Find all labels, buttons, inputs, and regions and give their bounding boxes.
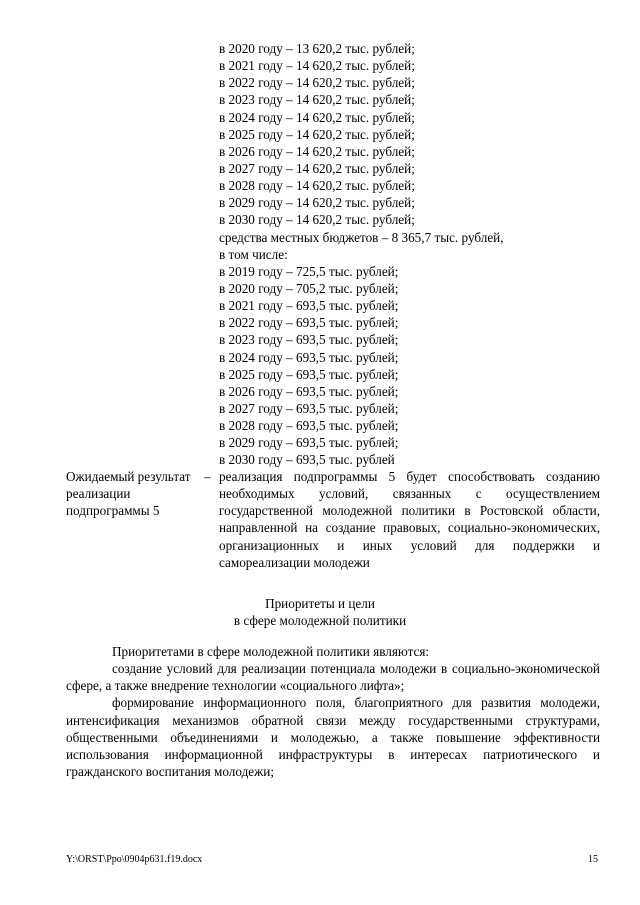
financing-line: в 2023 году – 14 620,2 тыс. рублей;	[219, 92, 415, 108]
paragraph: Приоритетами в сфере молодежной политики являются:	[112, 644, 430, 659]
financing-line: в 2022 году – 14 620,2 тыс. рублей;	[219, 75, 415, 91]
financing-line: в 2027 году – 14 620,2 тыс. рублей;	[219, 160, 415, 176]
section-heading-line2: в сфере молодежной политики	[233, 613, 407, 628]
financing-line: в 2019 году – 725,5 тыс. рублей;	[219, 263, 399, 279]
financing-line: средства местных бюджетов – 8 365,7 тыс. рублей,	[219, 229, 504, 245]
financing-line: в 2028 году – 693,5 тыс. рублей;	[219, 418, 399, 434]
financing-line: в 2023 году – 693,5 тыс. рублей;	[219, 332, 399, 348]
financing-line: в 2028 году – 14 620,2 тыс. рублей;	[219, 178, 415, 194]
financing-line: в 2021 году – 693,5 тыс. рублей;	[219, 298, 399, 314]
financing-line: в том числе:	[219, 246, 288, 262]
financing-line: в 2029 году – 14 620,2 тыс. рублей;	[219, 195, 415, 211]
financing-line: в 2030 году – 693,5 тыс. рублей	[219, 452, 395, 468]
page-number: 15	[588, 854, 598, 865]
financing-line: в 2030 году – 14 620,2 тыс. рублей;	[219, 212, 415, 228]
financing-line: в 2025 году – 693,5 тыс. рублей;	[219, 366, 399, 382]
financing-line: в 2026 году – 14 620,2 тыс. рублей;	[219, 143, 415, 159]
financing-line: в 2025 году – 14 620,2 тыс. рублей;	[219, 126, 415, 142]
financing-list	[219, 40, 599, 469]
financing-line: в 2024 году – 14 620,2 тыс. рублей;	[219, 109, 415, 125]
financing-line: в 2020 году – 705,2 тыс. рублей;	[219, 280, 399, 296]
paragraph: формирование информационного поля, благоприятного для развития молодежи, интенсификация механизмов обратной связи между государственными структурами, общественными объединениями и молодежью, а также повышение эффективности использования информационной инфраструктуры в интересах патриотического и гражданского воспитания молодежи;	[66, 695, 600, 780]
section-heading-line1: Приоритеты и цели	[265, 596, 375, 611]
financing-line: в 2020 году – 13 620,2 тыс. рублей;	[219, 41, 415, 56]
body-text	[66, 643, 600, 780]
financing-line: в 2029 году – 693,5 тыс. рублей;	[219, 435, 399, 451]
financing-line: в 2026 году – 693,5 тыс. рублей;	[219, 383, 399, 399]
financing-line: в 2022 году – 693,5 тыс. рублей;	[219, 315, 399, 331]
expected-result-dash: –	[204, 469, 211, 484]
expected-result-label: Ожидаемый результат реализации подпрограммы 5	[66, 469, 191, 519]
footer-file-path: Y:\ORST\Ppo\0904p631.f19.docx	[66, 854, 203, 865]
expected-result-text: реализация подпрограммы 5 будет способствовать созданию необходимых условий, связанных с осуществлением государственной молодежной политики в Ростовской области, направленной на создание правовых, социально-экономических, организационных и иных условий для поддержки и самореализации молодежи	[219, 469, 600, 570]
financing-line: в 2024 году – 693,5 тыс. рублей;	[219, 349, 399, 365]
financing-line: в 2021 году – 14 620,2 тыс. рублей;	[219, 58, 415, 74]
paragraph: создание условий для реализации потенциала молодежи в социально-экономической сфере, а также внедрение технологии «социального лифта»;	[66, 661, 600, 694]
financing-line: в 2027 году – 693,5 тыс. рублей;	[219, 400, 399, 416]
